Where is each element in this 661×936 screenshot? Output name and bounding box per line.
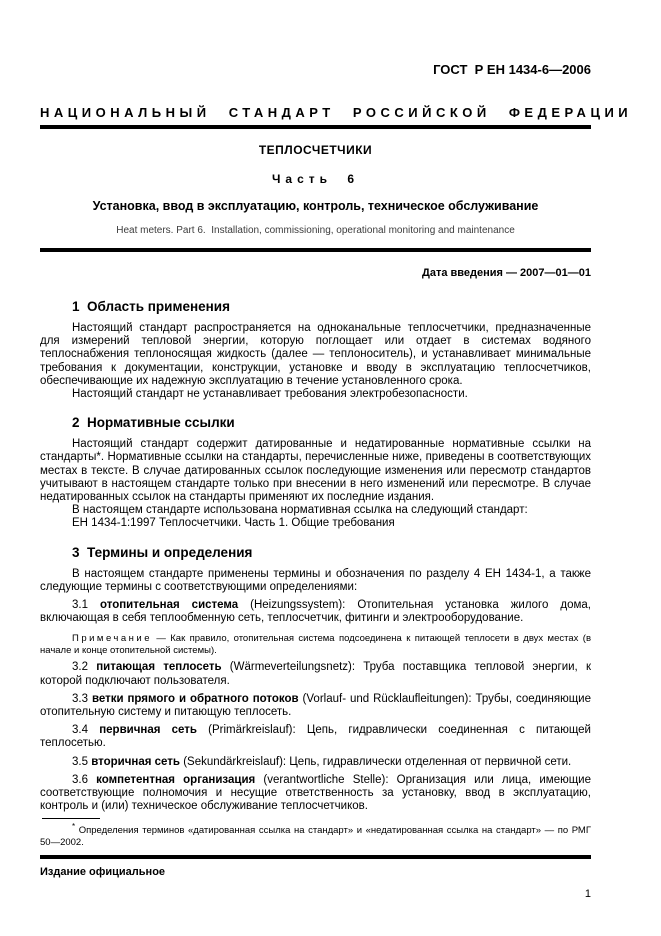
term-name: компетентная организация bbox=[96, 773, 256, 786]
term-item bbox=[40, 661, 591, 687]
term-definition: (Vorlauf- und Rücklaufleitungen): Трубы, соединяющие отопительную систему и питающую теплосеть. bbox=[40, 692, 591, 719]
term-name: отопительная система bbox=[99, 599, 239, 612]
term-number: 3.2 bbox=[72, 661, 88, 674]
doc-title: ТЕПЛОСЧЕТЧИКИ bbox=[258, 143, 373, 157]
footnote-body: Определения терминов «датированная ссылка на стандарт» и «недатированная ссылка на стандарт» — по РМГ 50—2002. bbox=[40, 825, 591, 849]
page-number: 1 bbox=[584, 887, 591, 900]
referenced-standard: ЕН 1434-1:1997 Теплосчетчики. Часть 1. Общие требования bbox=[72, 517, 395, 530]
term-number: 3.5 bbox=[72, 755, 88, 768]
term-definition: (Wärmeverteilungsnetz): Труба поставщика тепловой энергии, к которой подключают пользователя. bbox=[40, 661, 591, 687]
edition-label: Издание официальное bbox=[40, 865, 166, 878]
note-label: Примечание bbox=[72, 633, 152, 645]
term-number: 3.1 bbox=[72, 599, 88, 612]
term-name: вторичная сеть bbox=[91, 755, 180, 768]
doc-subtitle-en: Heat meters. Part 6. Installation, commissioning, operational monitoring and maintenance bbox=[116, 225, 515, 236]
footer-divider bbox=[40, 855, 591, 859]
doc-subtitle: Установка, ввод в эксплуатацию, контроль, техническое обслуживание bbox=[92, 199, 539, 213]
header-divider bbox=[40, 125, 591, 129]
term-number: 3.3 bbox=[72, 692, 88, 705]
term-definition: (Sekundärkreislauf): Цепь, гидравлически отделенная от первичной сети. bbox=[180, 755, 572, 768]
term-item bbox=[40, 693, 591, 719]
term-number: 3.6 bbox=[72, 773, 88, 786]
term-item bbox=[40, 774, 591, 814]
national-standard-heading: НАЦИОНАЛЬНЫЙ СТАНДАРТ РОССИЙСКОЙ ФЕДЕРАЦИИ bbox=[40, 105, 633, 120]
doc-part: Часть 6 bbox=[271, 172, 360, 186]
section-heading-references: 2 Нормативные ссылки bbox=[72, 415, 235, 431]
term-definition: (Heizungssystem): Отопительная установка жилого дома, включающая в себя теплообменную сеть, теплосчетчик, фитинги и электрооборудование. bbox=[40, 599, 591, 625]
footnote-marker: * bbox=[72, 822, 76, 832]
term-name: питающая теплосеть bbox=[96, 661, 222, 674]
paragraph: В настоящем стандарте применены термины и обозначения по разделу 4 ЕН 1434-1, а также следующие термины с соответствующими определениями: bbox=[40, 567, 591, 593]
paragraph: Настоящий стандарт содержит датированные и недатированные нормативные ссылки на стандарты*. Нормативные ссылки на стандарты, перечисленные ниже, приведены в соответствующих местах в тексте. В случае датированных ссылок последующие изменения или пересмотр стандартов учитывают в настоящем стандарте только при внесении в него изменений или пересмотре. В случае недатированных ссылок на стандарты применяют их последние издания. bbox=[40, 438, 591, 504]
note bbox=[40, 633, 591, 656]
paragraph: В настоящем стандарте использована нормативная ссылка на следующий стандарт: bbox=[72, 504, 528, 517]
paragraph: Настоящий стандарт распространяется на одноканальные теплосчетчики, предназначенные для измерений тепловой энергии, которую поглощает или отдает в системах водяного теплоснабжения теплоносящая жидкость (далее — теплоноситель), и устанавливает минимальные требования к документации, конструкции, установке и вводу в эксплуатацию теплосчетчиков, обеспечивающие их надежную эксплуатацию в течение установленного срока. bbox=[40, 322, 591, 387]
note-text: — Как правило, отопительная система подсоединена к питающей теплосети в двух местах (в начале и конце отопительной системы). bbox=[40, 633, 591, 656]
term-item bbox=[40, 724, 591, 750]
footnote bbox=[40, 818, 591, 848]
term-item bbox=[40, 599, 591, 625]
term-definition: (verantwortliche Stelle): Организация или лица, имеющие соответствующие полномочия и несущие ответственность за установку, ввод в эксплуатацию, контроль и (или) техническое обслуживание теплосчетчиков. bbox=[40, 773, 592, 813]
term-name: ветки прямого и обратного потоков bbox=[91, 692, 299, 705]
term-definition: (Primärkreislauf): Цепь, гидравлически соединенная с питающей теплосетью. bbox=[40, 724, 591, 750]
term-number: 3.4 bbox=[72, 724, 88, 737]
term-item bbox=[40, 756, 591, 769]
doc-code: ГОСТ Р ЕН 1434-6—2006 bbox=[433, 62, 591, 77]
footnote-text bbox=[40, 821, 591, 848]
effective-date: Дата введения — 2007—01—01 bbox=[422, 267, 591, 279]
section-heading-scope: 1 Область применения bbox=[72, 299, 230, 314]
title-divider bbox=[40, 248, 591, 252]
paragraph: Настоящий стандарт не устанавливает требования электробезопасности. bbox=[72, 388, 468, 401]
section-heading-terms: 3 Термины и определения bbox=[72, 544, 253, 560]
term-name: первичная сеть bbox=[99, 724, 197, 737]
footnote-separator bbox=[42, 818, 100, 819]
